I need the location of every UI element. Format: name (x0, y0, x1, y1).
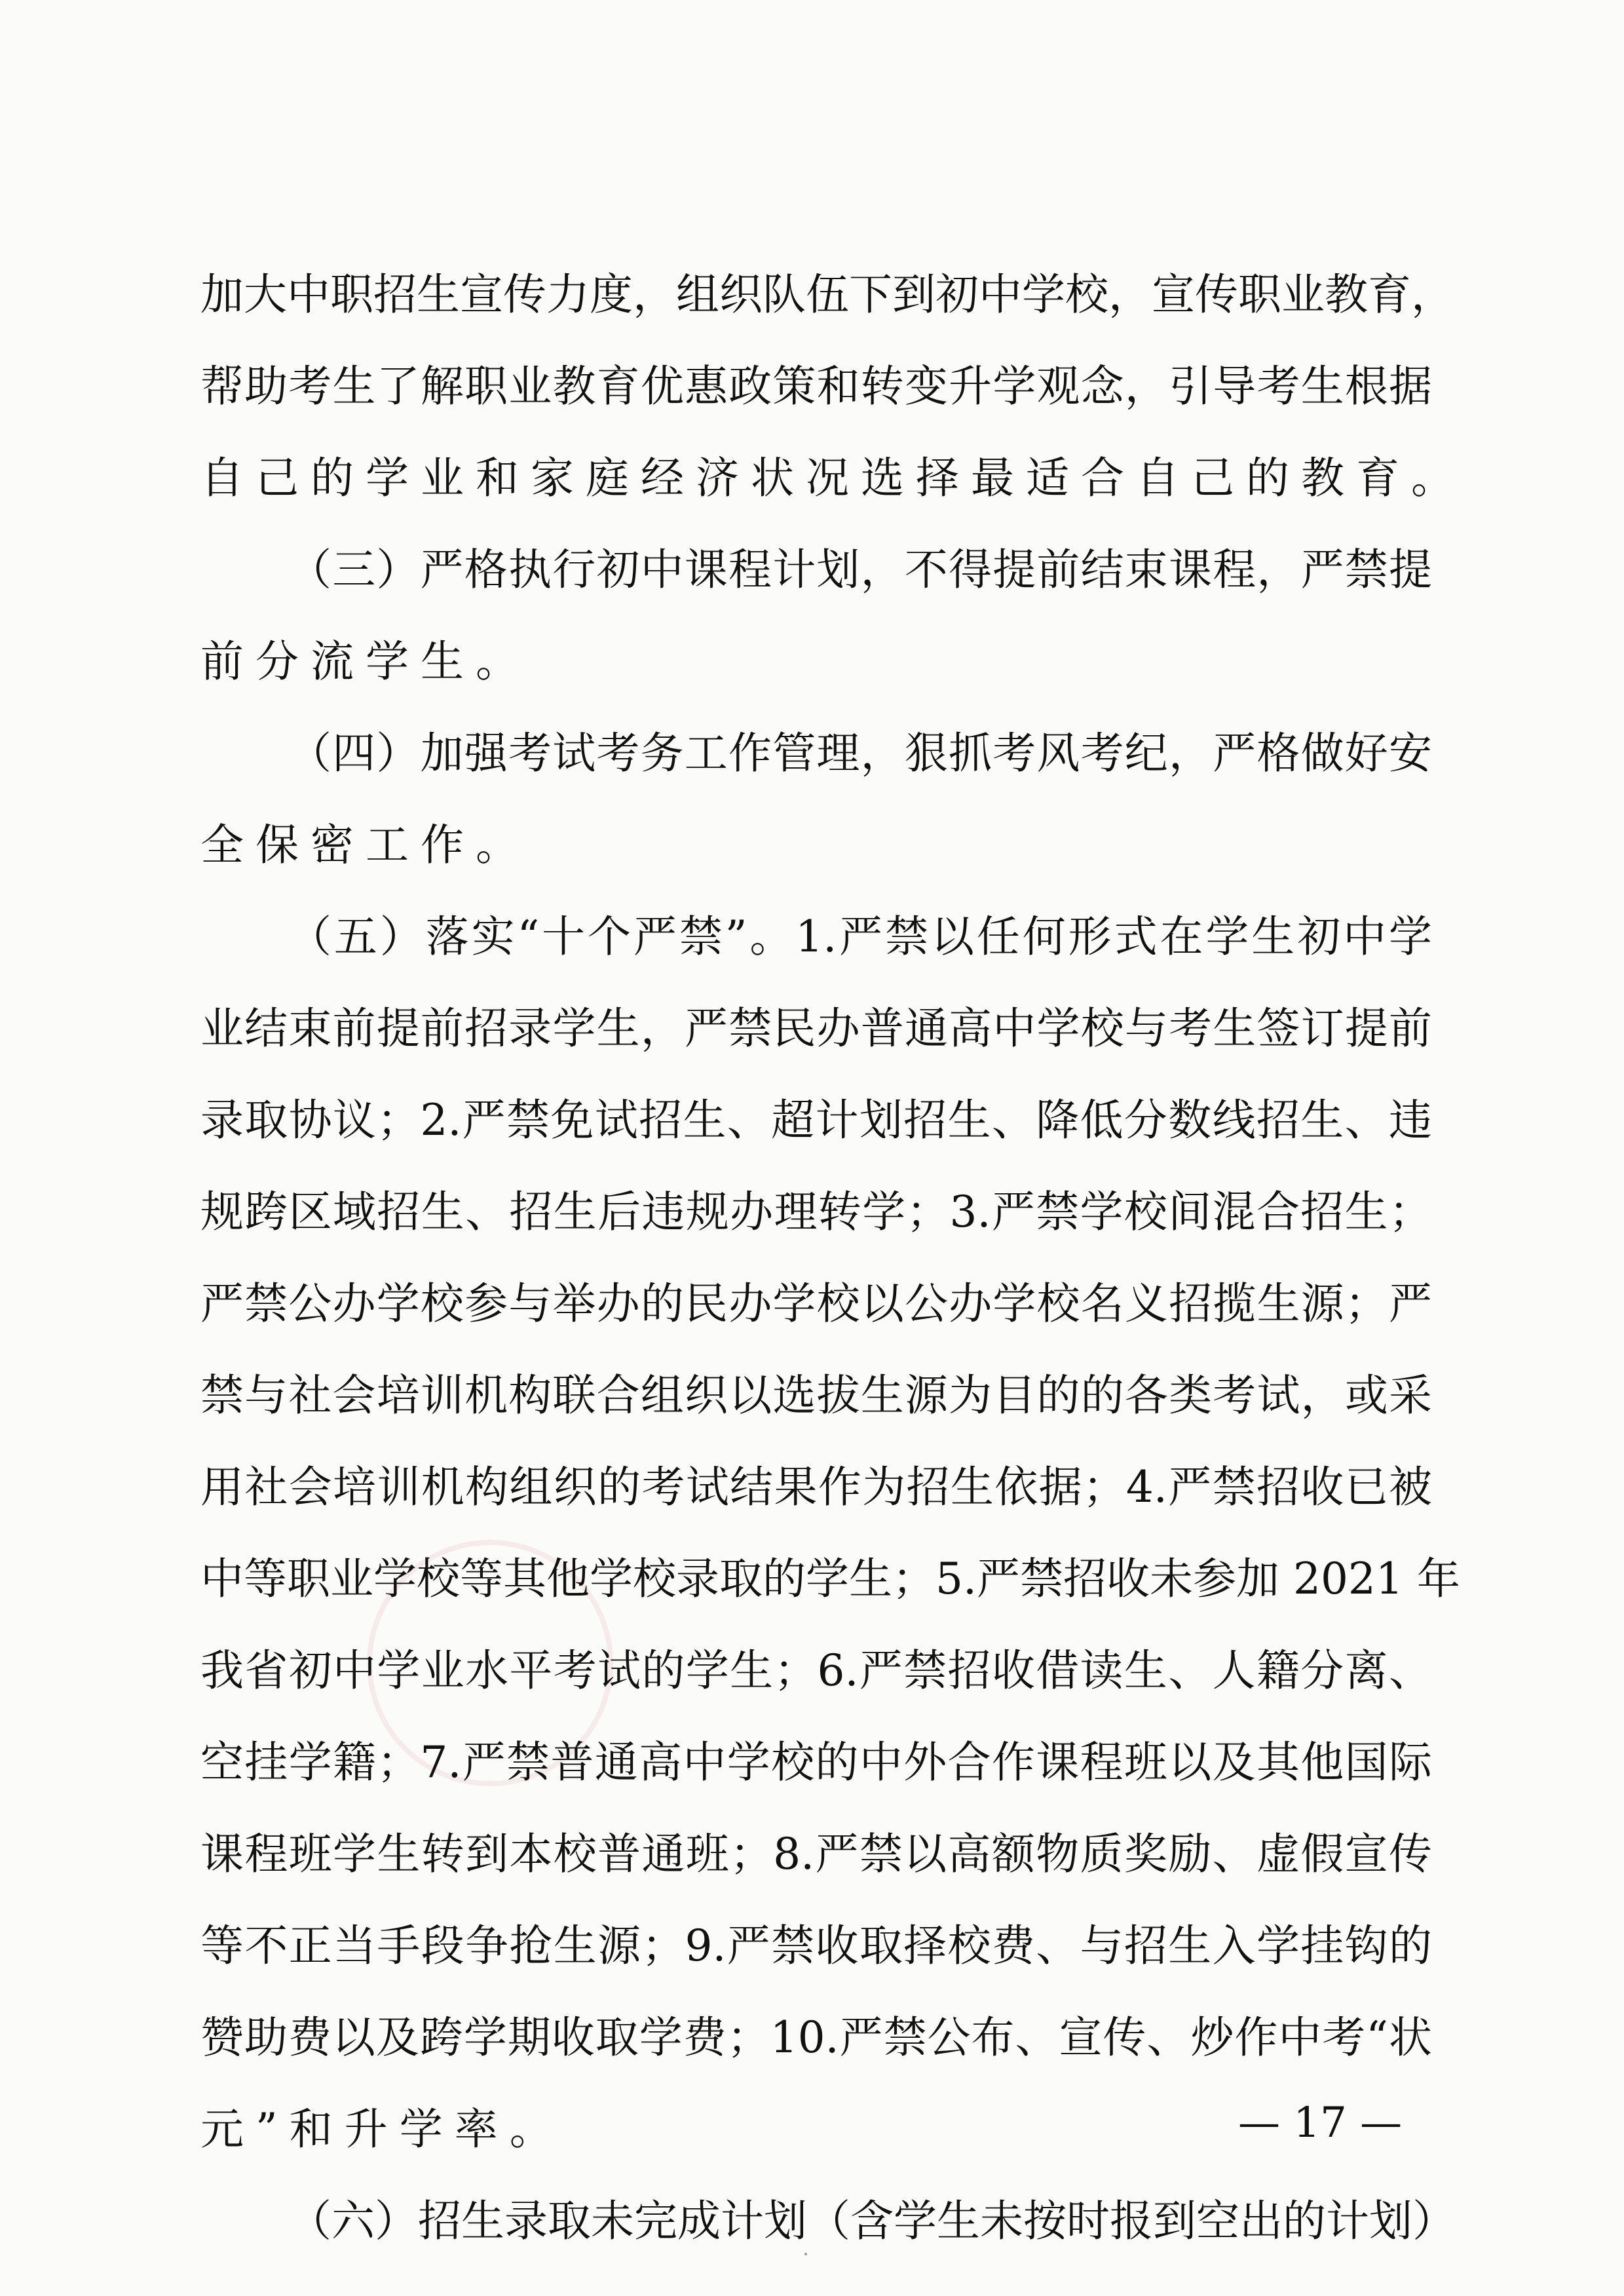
section-five-line-2: 业结束前提前招录学生，严禁民办普通高中学校与考生签订提前 (200, 1003, 1432, 1054)
section-five-line-1: （五）落实“十个严禁”。1.严禁以任何形式在学生初中学 (288, 911, 1432, 962)
section-six-line-1: （六）招生录取未完成计划（含学生未按时报到空出的计划） (288, 2196, 1456, 2246)
section-five-line-14: 元”和升学率。 (200, 2104, 565, 2154)
section-three-line-1: （三）严格执行初中课程计划，不得提前结束课程，严禁提 (288, 545, 1432, 595)
section-five-line-4: 规跨区域招生、招生后违规办理转学；3.严禁学校间混合招生； (200, 1187, 1432, 1237)
section-five-line-5: 严禁公办学校参与举办的民办学校以公办学校名义招揽生源；严 (200, 1278, 1432, 1329)
section-five-line-9: 我省初中学业水平考试的学生；6.严禁招收借读生、人籍分离、 (200, 1645, 1432, 1696)
section-five-line-3: 录取协议；2.严禁免试招生、超计划招生、降低分数线招生、违 (200, 1095, 1432, 1145)
paragraph-line-3: 自己的学业和家庭经济状况选择最适合自己的教育。 (200, 453, 1466, 503)
section-five-line-13: 赞助费以及跨学期收取学费；10.严禁公布、宣传、炒作中考“状 (200, 2012, 1432, 2063)
section-four-line-2: 全保密工作。 (200, 820, 531, 870)
paragraph-line-1: 加大中职招生宣传力度，组织队伍下到初中学校，宣传职业教育， (200, 269, 1454, 320)
scan-dust-dot (804, 2253, 807, 2255)
section-five-line-7: 用社会培训机构组织的考试结果作为招生依据；4.严禁招收已被 (200, 1462, 1432, 1512)
section-four-line-1: （四）加强考试考务工作管理，狠抓考风考纪，严格做好安 (288, 728, 1432, 778)
section-five-line-11: 课程班学生转到本校普通班；8.严禁以高额物质奖励、虚假宣传 (200, 1829, 1432, 1879)
section-five-line-10: 空挂学籍；7.严禁普通高中学校的中外合作课程班以及其他国际 (200, 1737, 1432, 1788)
section-five-line-8: 中等职业学校等其他学校录取的学生；5.严禁招收未参加 2021 年 (200, 1554, 1460, 1604)
paragraph-line-2: 帮助考生了解职业教育优惠政策和转变升学观念，引导考生根据 (200, 361, 1432, 411)
section-three-line-2: 前分流学生。 (200, 636, 531, 687)
section-five-line-12: 等不正当手段争抢生源；9.严禁收取择校费、与招生入学挂钩的 (200, 1921, 1432, 1971)
page-number: — 17 — (1238, 2099, 1403, 2147)
section-five-line-6: 禁与社会培训机构联合组织以选拔生源为目的的各类考试，或采 (200, 1370, 1432, 1421)
